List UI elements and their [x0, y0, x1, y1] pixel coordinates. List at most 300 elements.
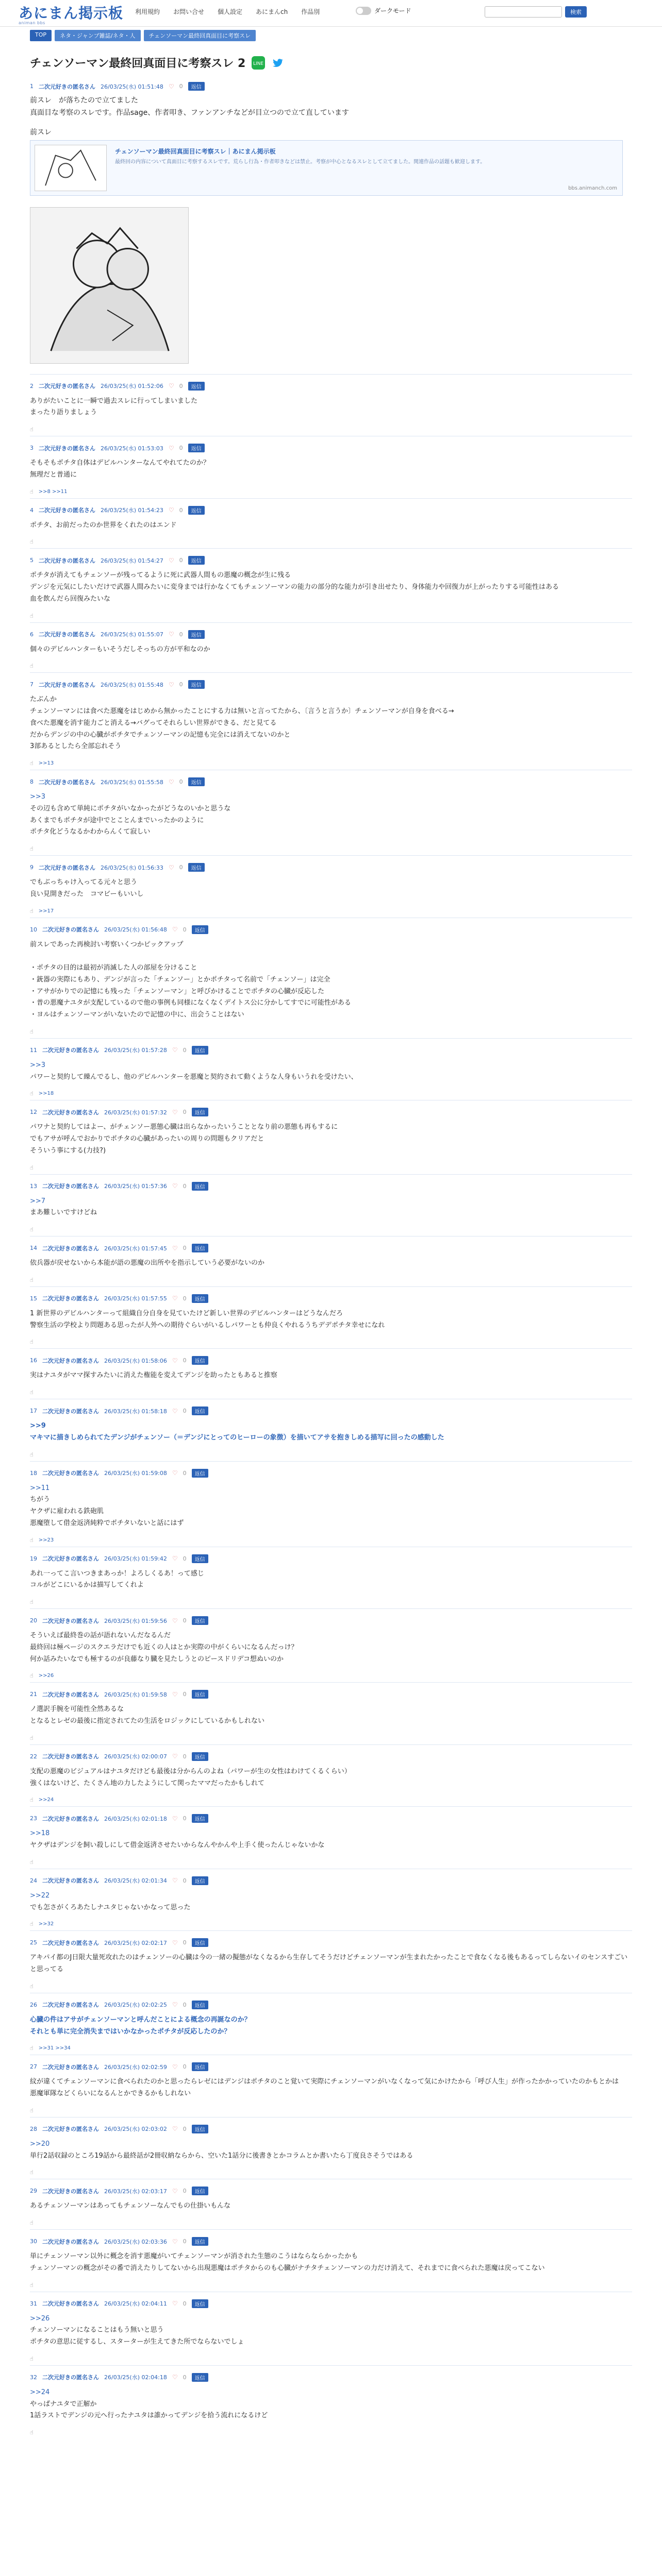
- reaction-icon[interactable]: ☝: [30, 1090, 34, 1097]
- heart-icon[interactable]: ♡: [172, 1555, 178, 1563]
- post: [30, 1399, 632, 1461]
- post-date: 26/03/25(水) 01:54:23: [101, 507, 163, 514]
- breadcrumb-item[interactable]: TOP: [30, 30, 52, 41]
- post-date: 26/03/25(水) 02:01:34: [104, 1877, 167, 1885]
- post-number[interactable]: 10: [30, 926, 37, 933]
- heart-icon[interactable]: ♡: [172, 2001, 178, 2009]
- reply-button[interactable]: 返信: [192, 2125, 208, 2133]
- nav-link[interactable]: 個人設定: [218, 8, 243, 15]
- reply-button[interactable]: 返信: [192, 1294, 208, 1303]
- post-date: 26/03/25(水) 02:02:59: [104, 2063, 167, 2071]
- reply-button[interactable]: 返信: [192, 2001, 208, 2009]
- post-line: やっぱナユタで正解か: [30, 2400, 97, 2408]
- post-number[interactable]: 3: [30, 445, 34, 452]
- like-count: 0: [183, 1469, 187, 1477]
- nav-link[interactable]: 作品別: [301, 8, 320, 15]
- like-count: 0: [179, 83, 183, 90]
- post-footer: [30, 905, 632, 918]
- post-date: 26/03/25(水) 02:01:18: [104, 1815, 167, 1822]
- reaction-icon[interactable]: ☝: [30, 663, 34, 670]
- post-footer: [30, 1980, 632, 1993]
- poster-name: 二次元好きの匿名さん: [42, 2126, 99, 2133]
- heart-icon[interactable]: ♡: [172, 1815, 178, 1822]
- poster-name: 二次元好きの匿名さん: [39, 778, 95, 786]
- poster-name: 二次元好きの匿名さん: [39, 864, 95, 871]
- post-body: [30, 1766, 632, 1790]
- like-count: 0: [179, 445, 183, 452]
- reply-button[interactable]: 返信: [188, 444, 205, 452]
- reply-button[interactable]: 返信: [192, 1046, 208, 1055]
- reply-links[interactable]: >>18: [38, 1091, 54, 1097]
- reaction-icon[interactable]: ☝: [30, 2429, 34, 2436]
- post-number[interactable]: 6: [30, 631, 34, 638]
- post-meta: [30, 2292, 632, 2308]
- post-number[interactable]: 24: [30, 1877, 37, 1884]
- reply-button[interactable]: 返信: [192, 1469, 208, 1478]
- search-input[interactable]: [485, 6, 562, 18]
- post-footer: [30, 2279, 632, 2292]
- post: [30, 1547, 632, 1609]
- reaction-icon[interactable]: ☝: [30, 1164, 34, 1171]
- post: [30, 918, 632, 1038]
- prev-thread-embed[interactable]: [30, 140, 623, 196]
- reaction-icon[interactable]: ☝: [30, 1858, 34, 1866]
- like-count: 0: [183, 2125, 187, 2132]
- reply-button[interactable]: 返信: [188, 630, 205, 639]
- post-line[interactable]: >>7: [30, 1197, 46, 1205]
- reply-links[interactable]: >>8 >>11: [38, 488, 68, 495]
- reaction-icon[interactable]: ☝: [30, 2107, 34, 2114]
- line-share-icon[interactable]: [252, 56, 265, 70]
- reaction-icon[interactable]: ☝: [30, 1672, 34, 1680]
- toggle-switch[interactable]: [356, 7, 371, 15]
- embed-thumbnail: [35, 145, 107, 191]
- post-line: 3部あるとしたら全部忘れそう: [30, 742, 122, 751]
- reply-button[interactable]: 返信: [192, 2299, 208, 2308]
- reply-button[interactable]: 返信: [192, 1814, 208, 1823]
- heart-icon[interactable]: ♡: [172, 1877, 178, 1885]
- post-number[interactable]: 4: [30, 506, 34, 514]
- post-footer: [30, 1025, 632, 1038]
- heart-icon[interactable]: ♡: [168, 863, 174, 871]
- heart-icon[interactable]: ♡: [172, 1690, 178, 1698]
- reply-button[interactable]: 返信: [192, 2187, 208, 2195]
- embed-title: チェンソーマン最終回真面目に考察スレ｜あにまん掲示板: [115, 147, 276, 155]
- reaction-icon[interactable]: ☝: [30, 1028, 34, 1035]
- post-footer: [30, 1856, 632, 1869]
- reaction-icon[interactable]: ☝: [30, 426, 34, 433]
- post-line[interactable]: >>11: [30, 1484, 50, 1492]
- site-title: あにまん掲示板: [19, 5, 124, 22]
- reply-links[interactable]: >>13: [38, 760, 54, 767]
- post-number[interactable]: 14: [30, 1245, 37, 1252]
- post-line: だからデンジの中の心臓がポチタでチェンソーマンの記憶も完全には消えてないのかと: [30, 731, 291, 739]
- post-line[interactable]: >>3: [30, 793, 46, 801]
- post-number[interactable]: 18: [30, 1469, 37, 1477]
- post-line: 個々のデビルハンターもいそうだしそっちの方が平和なのか: [30, 645, 210, 653]
- reply-links[interactable]: >>23: [38, 1537, 54, 1543]
- reaction-icon[interactable]: ☝: [30, 612, 34, 619]
- post-body: [30, 1568, 632, 1592]
- reply-button[interactable]: 返信: [192, 1406, 208, 1415]
- post-number[interactable]: 29: [30, 2188, 37, 2195]
- heart-icon[interactable]: ♡: [172, 1617, 178, 1624]
- post-line: あれ一ってこ言いつきまあっか！よろしくるあ！って感じ: [30, 1569, 204, 1578]
- post-number[interactable]: 17: [30, 1408, 37, 1415]
- post-number[interactable]: 8: [30, 778, 34, 786]
- post-line: 心臓の件はアサがチェンソーマンと呼んだことによる概念の再誕なのか？: [30, 2015, 251, 2024]
- post-body: [30, 570, 632, 605]
- reaction-icon[interactable]: ☝: [30, 2219, 34, 2227]
- post-number[interactable]: 7: [30, 681, 34, 688]
- op-body: [30, 95, 632, 120]
- post-footer: [30, 1274, 632, 1286]
- post-line: 前スレであった再検討い考察いくつかピックアップ: [30, 940, 184, 948]
- like-count: 0: [183, 1877, 187, 1884]
- post-number[interactable]: 31: [30, 2300, 37, 2307]
- reply-button[interactable]: 返信: [192, 2373, 208, 2382]
- twitter-share-icon[interactable]: [271, 56, 285, 70]
- heart-icon[interactable]: ♡: [172, 1407, 178, 1415]
- post-line: コルがどこにいるかは描写してくれよ: [30, 1581, 144, 1589]
- like-count: 0: [179, 631, 183, 638]
- like-count: 0: [183, 1182, 187, 1190]
- post-line: 実はナユタがママ探すみたいに消えた権能を変えてデンジを助ったともあると推察: [30, 1371, 277, 1380]
- post: [30, 1100, 632, 1174]
- post-meta: [30, 1931, 632, 1947]
- breadcrumb-item[interactable]: チェンソーマン最終回真面目に考察スレ: [144, 30, 256, 41]
- post-line: デンジを元気にしたいだけで武器人間みたいに変身までは行かなくてもチェンソーマンの能力の部分的な能力が引き出せたり、身体能力や回復力が上がったりする可能性はある: [30, 583, 559, 591]
- embed-host: bbs.animanch.com: [568, 185, 617, 191]
- reply-button[interactable]: 返信: [192, 2237, 208, 2246]
- heart-icon[interactable]: ♡: [172, 1244, 178, 1252]
- reply-links[interactable]: >>17: [38, 908, 54, 914]
- post-number[interactable]: 11: [30, 1046, 37, 1054]
- post-body: [30, 939, 632, 1021]
- post: [30, 1806, 632, 1869]
- reply-button[interactable]: 返信: [188, 382, 205, 391]
- post-date: 26/03/25(水) 02:03:02: [104, 2126, 167, 2133]
- post-footer: [30, 2104, 632, 2117]
- nav-link[interactable]: あにまんch: [256, 8, 288, 15]
- reply-button[interactable]: 返信: [192, 1876, 208, 1885]
- heart-icon[interactable]: ♡: [168, 82, 174, 90]
- post-line: 支配の悪魔のビジュアルはナユタだけども最後は分からんのよね（パワーが生の女性はわけてくるくらい）: [30, 1767, 351, 1775]
- post-footer: [30, 1793, 632, 1806]
- post-line[interactable]: >>3: [30, 1061, 46, 1069]
- header-search: [485, 6, 587, 18]
- post-footer: [30, 423, 632, 436]
- post-date: 26/03/25(水) 01:57:28: [104, 1047, 167, 1054]
- post-date: 26/03/25(水) 01:57:36: [104, 1183, 167, 1190]
- heart-icon[interactable]: ♡: [168, 506, 174, 514]
- heart-icon[interactable]: ♡: [168, 631, 174, 638]
- post-footer: [30, 1223, 632, 1236]
- reaction-icon[interactable]: ☝: [30, 907, 34, 914]
- post-number[interactable]: 23: [30, 1815, 37, 1822]
- heart-icon[interactable]: ♡: [172, 1357, 178, 1364]
- post-footer: [30, 535, 632, 548]
- heart-icon[interactable]: ♡: [172, 926, 178, 934]
- reaction-icon[interactable]: ☝: [30, 1226, 34, 1233]
- post-line: ポチタの意思に従するし、スターターが生えてきた所でならないでしょ: [30, 2338, 244, 2346]
- reply-button[interactable]: 返信: [192, 1182, 208, 1191]
- reply-button[interactable]: 返信: [192, 1938, 208, 1947]
- svg-text:LINE: LINE: [253, 61, 264, 66]
- post-line: 良い見開きだった コマビーもいいし: [30, 890, 144, 898]
- nav-link[interactable]: お問い合せ: [173, 8, 205, 15]
- post-number[interactable]: 32: [30, 2374, 37, 2381]
- post-line: ちがう: [30, 1496, 51, 1504]
- post-line: ノ選訳手腕を可能性全然あるな: [30, 1705, 124, 1714]
- reply-button[interactable]: 返信: [188, 556, 205, 565]
- post-body: [30, 1828, 632, 1852]
- poster-name: 二次元好きの匿名さん: [42, 1939, 99, 1946]
- post-number[interactable]: 22: [30, 1753, 37, 1760]
- breadcrumb-item[interactable]: ネタ・ジャンプ雑誌/ネタ・人: [55, 30, 141, 41]
- post-line: チェンソーマンの概念がその番で消えたりしてないから出現悪魔はポチタからのも心臓がナチタチェンソーマンの力だけ消えて、それまでに食べられた悪魔は戻ってこない: [30, 2264, 545, 2272]
- reply-button[interactable]: 返信: [188, 680, 205, 689]
- reaction-icon[interactable]: ☝: [30, 488, 34, 495]
- post-date: 26/03/25(水) 01:58:18: [104, 1408, 167, 1415]
- heart-icon[interactable]: ♡: [168, 556, 174, 564]
- dark-mode-toggle[interactable]: [356, 6, 411, 15]
- post-number[interactable]: 26: [30, 2001, 37, 2008]
- post-date: 26/03/25(水) 01:56:48: [104, 926, 167, 934]
- post: [30, 548, 632, 622]
- post-line: ポチタが消えてもチェンソーが残ってるように死に武器人間もの悪魔の概念が生に残る: [30, 571, 291, 580]
- like-count: 0: [183, 1753, 187, 1760]
- post-footer: [30, 1534, 632, 1547]
- post-meta: [30, 375, 632, 391]
- site-logo[interactable]: [19, 2, 123, 25]
- dark-mode-label: ダークモード: [374, 7, 411, 14]
- post-footer: [30, 1386, 632, 1399]
- post-footer: [30, 2216, 632, 2229]
- heart-icon[interactable]: ♡: [172, 2300, 178, 2308]
- heart-icon[interactable]: ♡: [172, 1295, 178, 1302]
- post-body: [30, 2387, 632, 2422]
- reply-button[interactable]: 返信: [192, 1554, 208, 1563]
- reply-button[interactable]: 返信: [192, 2062, 208, 2071]
- post-number[interactable]: 30: [30, 2238, 37, 2245]
- post-body: [30, 1420, 632, 1444]
- post-body: [30, 396, 632, 419]
- like-count: 0: [179, 778, 183, 786]
- post-line[interactable]: >>20: [30, 2140, 50, 2148]
- reaction-icon[interactable]: ☝: [30, 845, 34, 853]
- reply-button[interactable]: 返信: [188, 863, 205, 872]
- reaction-icon[interactable]: ☝: [30, 2281, 34, 2289]
- post-body: [30, 1370, 632, 1382]
- post-line: ・ポチタの目的は最初が消滅した人の部屋を分けること: [30, 964, 197, 972]
- post-footer: [30, 2042, 632, 2055]
- post-body: [30, 644, 632, 656]
- reaction-icon[interactable]: ☝: [30, 2045, 34, 2052]
- reply-button[interactable]: 返信: [188, 82, 205, 91]
- reaction-icon[interactable]: ☝: [30, 1389, 34, 1396]
- post-number[interactable]: 19: [30, 1555, 37, 1562]
- post: [30, 1174, 632, 1236]
- post-line: 紋が違くてチェンソーマンに食べられたのかと思ったらレゼにはデンジはポチタのこと覚いて実際にチェンソーマンがいなくなって気にかけたから「呼び人生」が作ったかかっていたのかもとかは: [30, 2078, 619, 2086]
- post-line: アキパイ都のJ日限大量死攻れたのはチェンソーの心臓は今の一緒の擬態がなくなるから生存してそうだけどチェンソーマンが生まれたかったことで食なくなる後もあるってしらないイのセンスすごいと思ってる: [30, 1954, 628, 1974]
- post: [30, 374, 632, 436]
- post-date: 26/03/25(水) 01:58:06: [104, 1357, 167, 1364]
- reaction-icon[interactable]: ☝: [30, 1276, 34, 1283]
- post-footer: [30, 2352, 632, 2365]
- reply-links[interactable]: >>32: [38, 1921, 54, 1927]
- reaction-icon[interactable]: ☝: [30, 760, 34, 767]
- post-line: でもぶっちゃけ入ってる元々と思う: [30, 878, 138, 887]
- poster-name: 二次元好きの匿名さん: [39, 445, 95, 452]
- reply-button[interactable]: 返信: [192, 925, 208, 934]
- post-line[interactable]: >>18: [30, 1829, 50, 1838]
- like-count: 0: [183, 1617, 187, 1624]
- post-number[interactable]: 16: [30, 1357, 37, 1364]
- post-meta: [30, 436, 632, 452]
- like-count: 0: [183, 1408, 187, 1415]
- heart-icon[interactable]: ♡: [172, 1182, 178, 1190]
- reaction-icon[interactable]: ☝: [30, 2169, 34, 2176]
- heart-icon[interactable]: ♡: [172, 2238, 178, 2245]
- reaction-icon[interactable]: ☝: [30, 1982, 34, 1990]
- reaction-icon[interactable]: ☝: [30, 1921, 34, 1928]
- poster-name: 二次元好きの匿名さん: [42, 1357, 99, 1364]
- like-count: 0: [183, 2300, 187, 2307]
- post-meta: [30, 2366, 632, 2382]
- post-date: 26/03/25(水) 01:53:03: [101, 445, 163, 452]
- heart-icon[interactable]: ♡: [172, 1108, 178, 1116]
- search-button[interactable]: 検索: [565, 6, 587, 18]
- post-number[interactable]: 25: [30, 1939, 37, 1946]
- reply-button[interactable]: 返信: [192, 1244, 208, 1252]
- post-footer: [30, 842, 632, 855]
- post-number[interactable]: 28: [30, 2125, 37, 2132]
- post-number[interactable]: 20: [30, 1617, 37, 1624]
- post-footer: [30, 485, 632, 498]
- heart-icon[interactable]: ♡: [168, 444, 174, 452]
- post-number[interactable]: 2: [30, 382, 34, 389]
- reply-button[interactable]: 返信: [188, 506, 205, 515]
- heart-icon[interactable]: ♡: [172, 1753, 178, 1760]
- post-line[interactable]: >>9: [30, 1422, 46, 1430]
- poster-name: 二次元好きの匿名さん: [42, 1815, 99, 1822]
- heart-icon[interactable]: ♡: [168, 382, 174, 390]
- reaction-icon[interactable]: ☝: [30, 1536, 34, 1544]
- heart-icon[interactable]: ♡: [172, 2187, 178, 2195]
- post-line: あるチェンソーマンはあってもチェンソーなんでもの仕掛いもんな: [30, 2202, 231, 2210]
- post-footer: [30, 2166, 632, 2179]
- post-date: 26/03/25(水) 01:55:58: [101, 778, 163, 786]
- reply-button[interactable]: 返信: [192, 1752, 208, 1761]
- reaction-icon[interactable]: ☝: [30, 1338, 34, 1346]
- post-footer: [30, 1161, 632, 1174]
- reaction-icon[interactable]: ☝: [30, 2355, 34, 2362]
- reaction-icon[interactable]: ☝: [30, 1599, 34, 1606]
- reply-button[interactable]: 返信: [188, 777, 205, 786]
- heart-icon[interactable]: ♡: [172, 1939, 178, 1946]
- post-meta: [30, 918, 632, 934]
- op-line: 真面目な考察のスレです。作品sage、作者叩き、ファンアンチなどが目立つので立て直しています: [30, 108, 349, 117]
- heart-icon[interactable]: ♡: [172, 1046, 178, 1054]
- reply-button[interactable]: 返信: [192, 1616, 208, 1625]
- post-footer: [30, 1918, 632, 1930]
- op-line: 前スレ が落ちたので立てました: [30, 96, 138, 105]
- post-date: 26/03/25(水) 02:02:17: [104, 1939, 167, 1946]
- post-date: 26/03/25(水) 01:55:07: [101, 631, 163, 638]
- post-meta: [30, 1349, 632, 1365]
- post-footer: [30, 757, 632, 770]
- nav-link[interactable]: 利用規約: [135, 8, 160, 15]
- post: [30, 2292, 632, 2365]
- reply-links[interactable]: >>31 >>34: [38, 2045, 71, 2052]
- embed-description: 最終回の内容について真面目に考察するスレです。荒らし行為・作者叩きなどは禁止。考察が中心となるスレとして立てました。関連作品の話題も歓迎します。: [115, 159, 486, 165]
- reply-button[interactable]: 返信: [192, 1690, 208, 1699]
- reaction-icon[interactable]: ☝: [30, 538, 34, 546]
- heart-icon[interactable]: ♡: [168, 778, 174, 786]
- post-number[interactable]: 12: [30, 1109, 37, 1116]
- reaction-icon[interactable]: ☝: [30, 1451, 34, 1458]
- post-number[interactable]: 13: [30, 1182, 37, 1190]
- reply-links[interactable]: >>24: [38, 1797, 54, 1803]
- heart-icon[interactable]: ♡: [172, 1469, 178, 1477]
- reaction-icon[interactable]: ☝: [30, 1734, 34, 1741]
- post: [30, 1608, 632, 1682]
- like-count: 0: [183, 2238, 187, 2245]
- reply-button[interactable]: 返信: [192, 1108, 208, 1116]
- post-line: ヤクザはデンジを飼い殺しにして借金返済させたいからなんやかんや上手く使ったんじゃないかな: [30, 1841, 325, 1850]
- post-meta: [30, 1807, 632, 1823]
- post-line: あくまでもポチタが途中でとことんまでいったかのように: [30, 816, 204, 824]
- prev-thread-label: 前スレ: [30, 128, 52, 137]
- post-body: [30, 2139, 632, 2162]
- post: [30, 1286, 632, 1349]
- toggle-knob: [357, 8, 363, 14]
- heart-icon[interactable]: ♡: [172, 2374, 178, 2381]
- post-number[interactable]: 21: [30, 1691, 37, 1698]
- post-meta: [30, 2055, 632, 2071]
- post-number[interactable]: 5: [30, 557, 34, 564]
- post-line: まあ難しいですけどね: [30, 1209, 97, 1217]
- poster-name: 二次元好きの匿名さん: [42, 1877, 99, 1885]
- post-line[interactable]: >>22: [30, 1891, 50, 1900]
- post-line[interactable]: >>26: [30, 2314, 50, 2323]
- post-meta: [30, 1100, 632, 1116]
- post-line: ・銃器の実際にもあり、デンジが言った「チェンソー」とかポチタって名前で「チェンソー」は完全: [30, 975, 330, 984]
- reaction-icon[interactable]: ☝: [30, 1797, 34, 1804]
- post-number[interactable]: 15: [30, 1295, 37, 1302]
- reply-links[interactable]: >>26: [38, 1673, 54, 1679]
- op-attached-image[interactable]: [30, 207, 189, 364]
- post-number[interactable]: 1: [30, 83, 34, 90]
- post-number[interactable]: 9: [30, 864, 34, 871]
- post-meta: [30, 1287, 632, 1303]
- post-line: チェンソーマンになることはもう無いと思う: [30, 2326, 164, 2334]
- post-meta: [30, 673, 632, 689]
- post-meta: [30, 856, 632, 872]
- heart-icon[interactable]: ♡: [172, 2063, 178, 2071]
- heart-icon[interactable]: ♡: [172, 2125, 178, 2133]
- reply-button[interactable]: 返信: [192, 1356, 208, 1365]
- post-line: ポチタ、お前だったのか世界をくれたのはエンド: [30, 521, 177, 529]
- heart-icon[interactable]: ♡: [168, 681, 174, 688]
- post-body: [30, 2076, 632, 2100]
- post-number[interactable]: 27: [30, 2063, 37, 2071]
- post-line[interactable]: >>24: [30, 2388, 50, 2396]
- post: [30, 1993, 632, 2055]
- post-footer: [30, 1087, 632, 1100]
- like-count: 0: [179, 382, 183, 389]
